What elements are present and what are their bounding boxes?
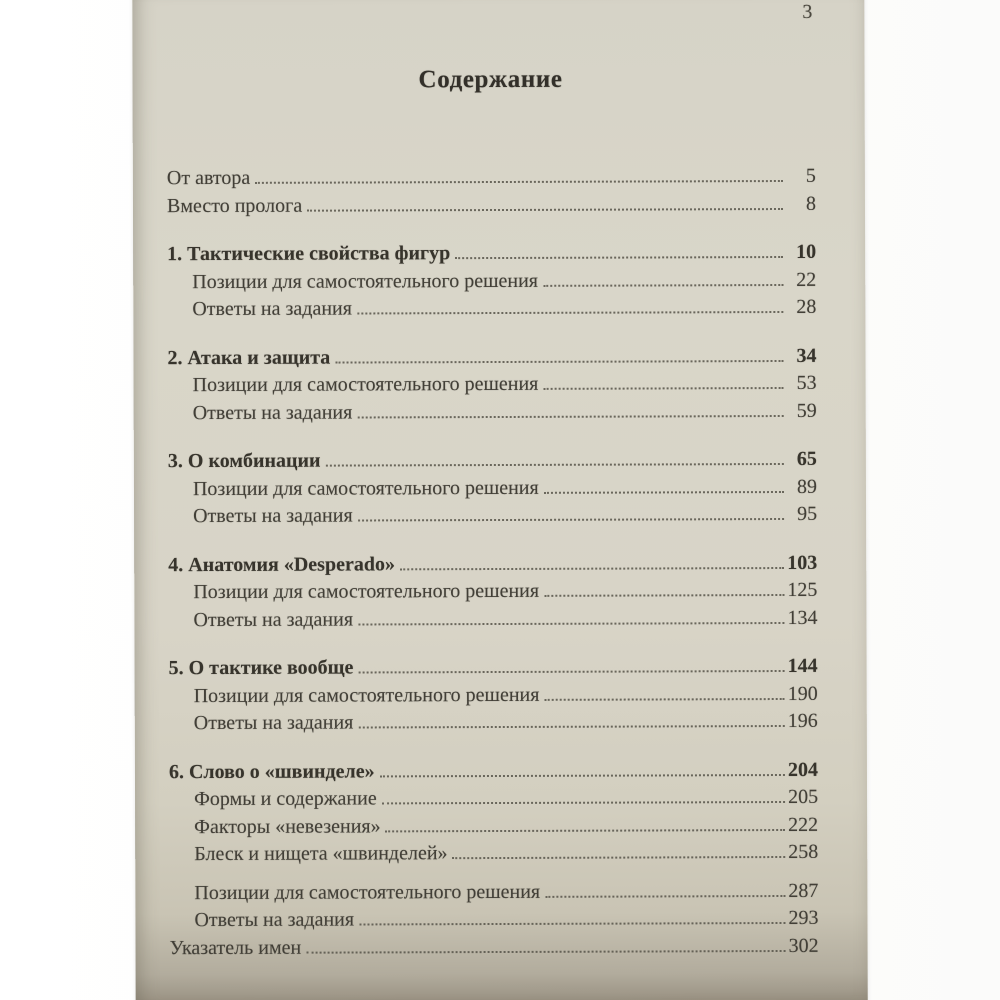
toc-entry-page: 59 (796, 399, 817, 422)
toc-entry-label: Ответы на задания (192, 401, 353, 424)
toc-entry (169, 655, 818, 685)
toc-entry-page: 302 (788, 934, 819, 957)
toc-entry-label: Позиции для самостоятельного решения (192, 372, 539, 397)
toc-entry (169, 841, 818, 871)
toc-group (167, 241, 816, 326)
dot-leader (400, 567, 784, 570)
dot-leader (335, 360, 783, 364)
toc-entry-label: 3. О комбинации (167, 449, 321, 473)
toc-group (169, 879, 818, 964)
toc-entry-page: 89 (796, 475, 817, 498)
toc-entry-label: Позиции для самостоятельного решения (193, 579, 540, 604)
toc-entry (168, 551, 817, 581)
toc-entry-page: 134 (787, 606, 818, 629)
dot-leader (386, 829, 786, 832)
toc-entry-label: Позиции для самостоятельного решения (194, 880, 541, 904)
dot-leader (543, 387, 783, 390)
book-page (132, 0, 868, 1000)
toc-entry-page: 293 (788, 906, 819, 929)
dot-leader (255, 180, 783, 184)
toc-entry (169, 813, 818, 843)
toc-entry-page: 10 (796, 240, 817, 263)
toc-entry-page: 222 (788, 813, 819, 836)
toc-entry (168, 372, 817, 402)
dot-leader (455, 256, 783, 259)
toc-entry-label: Ответы на задания (193, 504, 353, 528)
toc-entry (167, 241, 816, 271)
toc-entry-label: 1. Тактические свойства фигур (167, 242, 451, 266)
toc-entry (169, 758, 818, 788)
dot-leader (543, 284, 783, 287)
toc-entry-page: 144 (787, 654, 818, 677)
toc-entry-label: Ответы на задания (194, 908, 355, 932)
dot-leader (326, 463, 784, 467)
toc-entry-page: 8 (805, 192, 817, 215)
toc-entry (168, 399, 817, 429)
toc-entry-label: 2. Атака и защита (167, 346, 331, 369)
dot-leader (358, 670, 784, 673)
toc-group (168, 448, 817, 533)
toc-entry-page: 34 (796, 344, 817, 367)
dot-leader (545, 895, 785, 898)
dot-leader (544, 594, 784, 597)
toc-entry-label: От автора (166, 166, 251, 190)
toc-entry (169, 786, 818, 816)
toc-entry-page: 22 (796, 268, 817, 291)
dot-leader (544, 698, 784, 701)
toc-entry-label: 5. О тактике вообще (168, 656, 354, 680)
toc-entry-label: Указатель имен (169, 936, 302, 959)
toc-entry (169, 682, 818, 712)
toc-group (169, 655, 818, 740)
page-number: 3 (802, 0, 813, 23)
dot-leader (358, 725, 784, 728)
toc-entry-page: 196 (787, 709, 818, 732)
toc-entry-label: Факторы «невезения» (194, 814, 381, 838)
toc-entry-label: 6. Слово о «швинделе» (168, 759, 375, 783)
toc-entry-label: Блеск и нищета «швинделей» (194, 842, 448, 866)
dot-leader (357, 311, 783, 314)
toc-entry-page: 28 (796, 295, 817, 318)
toc-entry-label: Позиции для самостоятельного решения (192, 476, 539, 500)
toc-entry (168, 475, 817, 505)
toc-entry-label: Позиции для самостоятельного решения (193, 683, 540, 707)
toc-entry-page: 204 (787, 758, 818, 781)
toc-entry (168, 579, 817, 609)
toc-entry-page: 95 (797, 502, 818, 525)
toc-entry-label: Ответы на задания (193, 608, 354, 631)
toc-list (167, 165, 819, 964)
dot-leader (382, 801, 785, 804)
dot-leader (358, 518, 784, 521)
toc-entry-page: 205 (788, 785, 819, 808)
toc-entry (167, 268, 816, 298)
dot-leader (359, 922, 785, 925)
toc-entry-label: Позиции для самостоятельного решения (192, 269, 539, 293)
toc-entry-page: 125 (787, 578, 818, 601)
toc-entry (170, 934, 819, 964)
toc-group (169, 758, 818, 870)
toc-entry-label: Ответы на задания (192, 297, 352, 321)
toc-entry (169, 879, 818, 909)
toc-entry-page: 53 (796, 371, 817, 394)
dot-leader (544, 491, 784, 494)
toc-group (167, 344, 816, 429)
toc-entry (167, 165, 816, 195)
dot-leader (307, 208, 783, 212)
toc-entry (167, 192, 816, 222)
toc-entry (169, 907, 818, 937)
toc-entry-page: 258 (788, 840, 819, 863)
dot-leader (453, 856, 786, 859)
toc-entry (167, 296, 816, 326)
toc-group (168, 551, 817, 636)
toc-entry-label: Ответы на задания (193, 711, 354, 735)
toc-entry (168, 606, 817, 636)
toc-entry-label: 4. Анатомия «Desperado» (168, 552, 395, 576)
toc-entry (167, 344, 816, 374)
toc-entry-page: 65 (796, 447, 817, 470)
dot-leader (358, 622, 784, 625)
toc-entry (168, 503, 817, 533)
toc-entry-label: Формы и содержание (194, 787, 377, 811)
toc-entry-page: 287 (788, 879, 819, 902)
toc-entry-page: 103 (787, 551, 818, 574)
dot-leader (357, 415, 783, 418)
dot-leader (306, 950, 785, 954)
toc-group (167, 165, 816, 222)
toc-entry-page: 190 (787, 682, 818, 705)
toc-entry (169, 710, 818, 740)
toc-entry-label: Вместо пролога (166, 194, 303, 217)
dot-leader (380, 774, 785, 777)
toc-entry-page: 5 (805, 164, 816, 187)
toc-entry (168, 448, 817, 478)
page-title: Содержание (418, 65, 563, 94)
